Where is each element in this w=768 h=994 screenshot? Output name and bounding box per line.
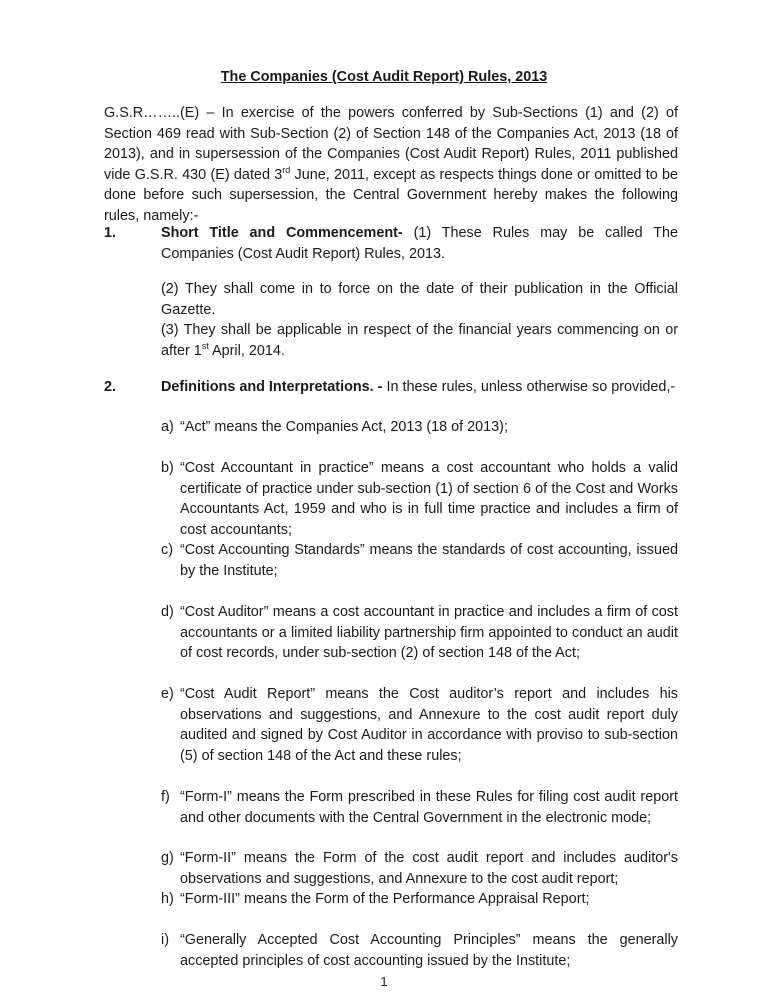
page-number: 1 xyxy=(380,974,388,989)
definition-label: b) xyxy=(161,460,174,476)
definition-text: “Act” means the Companies Act, 2013 (18 of 2013); xyxy=(180,419,508,435)
section-2-intro-text: In these rules, unless otherwise so provided,- xyxy=(382,379,676,395)
definition-label: c) xyxy=(161,542,173,558)
section-1-subsection-3-text-2: April, 2014. xyxy=(208,342,285,359)
definition-text: “Generally Accepted Cost Accounting Principles” means the generally accepted principles of cost accounting issued by the Institute; xyxy=(180,932,678,969)
section-1-subsection-3 xyxy=(161,320,678,361)
preamble-superscript: rd xyxy=(282,164,291,175)
section-1-number: 1. xyxy=(104,225,117,241)
section-2-intro xyxy=(161,377,678,398)
preamble-text-1: G.S.R……..(E) – In exercise of the powers conferred by Sub-Sections (1) and (2) of Section 469 read with Sub-Section (2) of Section 148 of the Companies Act, 2013 (18 of 2013), and in supersession of the Companies (Cost Audit Report) Rules, 2011 published vide G.S.R. 430 (E) dated 3 xyxy=(104,105,678,183)
definition-text: “Cost Accountant in practice” means a cost accountant who holds a valid certificate of practice under sub-section (1) of section 6 of the Cost and Works Accountants Act, 1959 and who is in full time practice and includes a firm of cost accountants; xyxy=(180,460,678,538)
section-1-heading: Short Title and Commencement- xyxy=(161,225,403,241)
preamble-text-2: June, 2011, except as respects things done or omitted to be done before such supersession, the Central Government hereby makes the following rules, namely:- xyxy=(104,166,678,224)
preamble-paragraph xyxy=(104,103,678,226)
section-2-number: 2. xyxy=(104,379,117,395)
definition-text: “Form-I” means the Form prescribed in these Rules for filing cost audit report and other documents with the Central Government in the electronic mode; xyxy=(180,789,678,826)
definition-text: “Cost Accounting Standards” means the standards of cost accounting, issued by the Institute; xyxy=(180,542,678,579)
definition-text: “Form-III” means the Form of the Performance Appraisal Report; xyxy=(180,891,590,907)
section-1-subsection-3-superscript: st xyxy=(201,340,209,351)
definition-label: f) xyxy=(161,789,170,805)
definition-label: h) xyxy=(161,891,174,907)
definition-label: i) xyxy=(161,932,169,948)
section-2-heading: Definitions and Interpretations. - xyxy=(161,379,383,395)
definition-text: “Cost Audit Report” means the Cost auditor’s report and includes his observations and suggestions, and Annexure to the cost audit report duly audited and signed by Cost Auditor in accordance with proviso to sub-section (5) of section 148 of the Act and these rules; xyxy=(180,686,678,764)
section-1-subsection-1-text: (1) These Rules may be called The Companies (Cost Audit Report) Rules, 2013. xyxy=(161,225,678,262)
definition-label: e) xyxy=(161,686,174,702)
definition-label: a) xyxy=(161,419,174,435)
section-1-subsection-3-text-1: (3) They shall be applicable in respect of the financial years commencing on or after 1 xyxy=(161,322,678,359)
definition-text: “Cost Auditor” means a cost accountant in practice and includes a firm of cost accountants or a limited liability partnership firm appointed to conduct an audit of cost records, under sub-section (2) of section 148 of the Act; xyxy=(180,604,678,661)
section-1-subsection-2: (2) They shall come in to force on the date of their publication in the Official Gazette. xyxy=(161,281,678,318)
section-1-subsection-1 xyxy=(161,223,678,264)
definition-text: “Form-II” means the Form of the cost audit report and includes auditor's observations and suggestions, and Annexure to the cost audit report; xyxy=(180,850,678,887)
document-title: The Companies (Cost Audit Report) Rules, 2013 xyxy=(220,69,548,85)
definition-label: g) xyxy=(161,850,174,866)
definition-label: d) xyxy=(161,604,174,620)
